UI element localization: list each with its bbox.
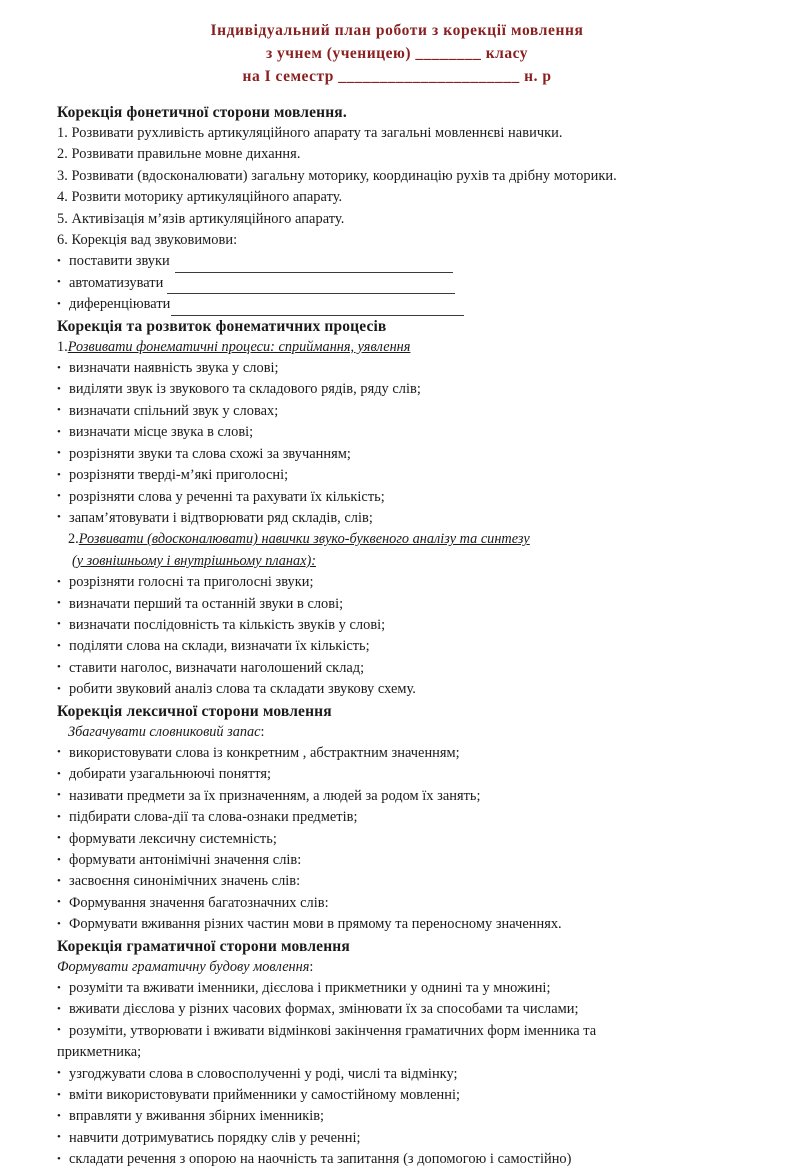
document-body — [0, 102, 794, 1171]
section-heading-lexical: Корекція лексичної сторони мовлення — [57, 702, 332, 720]
subitem-text: Розвивати фонематичні процеси: сприймання, уявлення — [67, 338, 411, 355]
list-item: • розуміти та вживати іменники, дієслова і прикметники у однині та у множині; — [57, 978, 742, 999]
bullet-line-2: прикметника; — [57, 1044, 142, 1061]
bullet-label: диференціювати — [69, 296, 171, 313]
list-item: • формувати антонімічні значення слів: — [57, 850, 742, 871]
bullet-line-1: розуміти, утворювати і вживати відмінкові закінчення граматичних форм іменника та — [69, 1022, 597, 1039]
list-item: • вправляти у вживання збірних іменників; — [57, 1106, 742, 1127]
document-title — [0, 0, 794, 88]
numbered-item: 3. Розвивати (вдосконалювати) загальну моторику, координацію рухів та дрібну моторики. — [57, 167, 617, 184]
section-heading-phonetic: Корекція фонетичної сторони мовлення. — [57, 104, 347, 121]
list-item: • розрізняти слова у реченні та рахувати їх кількість; — [57, 487, 742, 508]
lead-text: Збагачувати словниковий запас — [68, 723, 261, 740]
list-item: • визначати місце звука в слові; — [57, 422, 742, 443]
list-item: • визначати спільний звук у словах; — [57, 401, 742, 422]
list-item: • складати речення з опорою на наочність та запитання (з допомогою і самостійно) — [57, 1149, 742, 1170]
blank-line-field[interactable] — [167, 281, 455, 294]
numbered-item: 1. Розвивати рухливість артикуляційного апарату та загальні мовленнєві навички. — [57, 125, 563, 141]
list-item: • добирати узагальнюючі поняття; — [57, 764, 742, 785]
list-item: • поділяти слова на склади, визначати їх кількість; — [57, 636, 742, 657]
blank-line-field[interactable] — [175, 260, 453, 273]
bullet-list-phonemic-b — [57, 572, 742, 700]
subitem-phonemic-1 — [57, 337, 742, 358]
bullet-list-grammatical — [57, 978, 742, 1171]
fill-in-bullet-list — [57, 251, 742, 315]
list-item: • вживати дієслова у різних часових формах, змінювати їх за способами та числами; — [57, 999, 742, 1020]
subitem-text: Розвивати (вдосконалювати) навички звуко-буквеного аналізу та синтезу — [78, 531, 530, 548]
list-item: • розрізняти голосні та приголосні звуки; — [57, 572, 742, 593]
subitem-text: (у зовнішньому і внутрішньому планах): — [72, 552, 317, 569]
subitem-phonemic-2-line2 — [57, 551, 742, 572]
list-item: • визначати послідовність та кількість звуків у слові; — [57, 615, 742, 636]
list-item: • виділяти звук із звукового та складового рядів, ряду слів; — [57, 379, 742, 400]
list-item — [57, 251, 742, 272]
list-item: • розрізняти тверді-м’які приголосні; — [57, 465, 742, 486]
list-item: • визначати наявність звука у слові; — [57, 358, 742, 379]
title-line-1: Індивідуальний план роботи з корекції мовлення — [210, 22, 584, 39]
subitem-phonemic-2-line1 — [57, 529, 742, 550]
numbered-item: 4. Розвити моторику артикуляційного апарату. — [57, 189, 343, 206]
list-item: • називати предмети за їх призначенням, а людей за родом їх занять; — [57, 786, 742, 807]
list-item: • робити звуковий аналіз слова та складати звукову схему. — [57, 679, 742, 700]
list-item: • навчити дотримуватись порядку слів у реченні; — [57, 1128, 742, 1149]
list-item: • Формування значення багатозначних слів: — [57, 893, 742, 914]
bullet-label: автоматизувати — [69, 274, 164, 291]
list-item: • вміти використовувати прийменники у самостійному мовленні; — [57, 1085, 742, 1106]
numbered-item: 2. Розвивати правильне мовне дихання. — [57, 146, 301, 163]
list-item: • узгоджувати слова в словосполученні у роді, числі та відмінку; — [57, 1064, 742, 1085]
numbered-item: 5. Активізація м’язів артикуляційного апарату. — [57, 210, 345, 227]
bullet-list-lexical — [57, 743, 742, 936]
section-heading-phonemic: Корекція та розвиток фонематичних процесів — [57, 317, 387, 335]
list-item: • засвоєння синонімічних значень слів: — [57, 871, 742, 892]
title-line-3: на І семестр ______________________ н. р — [242, 68, 552, 85]
list-item — [57, 1021, 742, 1064]
subitem-number: 2. — [68, 531, 79, 548]
section-heading-grammatical: Корекція граматичної сторони мовлення — [57, 937, 350, 955]
list-item: • ставити наголос, визначати наголошений склад; — [57, 658, 742, 679]
lead-lexical — [57, 722, 742, 743]
blank-line-field[interactable] — [171, 303, 464, 316]
list-item — [57, 273, 742, 294]
list-item: • використовувати слова із конкретним , абстрактним значенням; — [57, 743, 742, 764]
lead-colon: : — [260, 723, 265, 740]
lead-grammatical — [57, 957, 742, 978]
list-item: • формувати лексичну системність; — [57, 829, 742, 850]
title-line-2: з учнем (ученицею) ________ класу — [265, 45, 529, 62]
lead-colon: : — [309, 958, 314, 975]
list-item: • Формувати вживання різних частин мови в прямому та переносному значеннях. — [57, 914, 742, 935]
list-item: • визначати перший та останній звуки в слові; — [57, 594, 742, 615]
subitem-number: 1. — [57, 338, 68, 355]
list-item: • підбирати слова-дії та слова-ознаки предметів; — [57, 807, 742, 828]
list-item: • розрізняти звуки та слова схожі за звучанням; — [57, 444, 742, 465]
numbered-item: 6. Корекція вад звуковимови: — [57, 232, 238, 249]
bullet-label: поставити звуки — [69, 253, 170, 270]
list-item — [57, 294, 742, 315]
lead-text: Формувати граматичну будову мовлення — [57, 958, 310, 975]
bullet-list-phonemic-a — [57, 358, 742, 529]
list-item: • запам’ятовувати і відтворювати ряд складів, слів; — [57, 508, 742, 529]
